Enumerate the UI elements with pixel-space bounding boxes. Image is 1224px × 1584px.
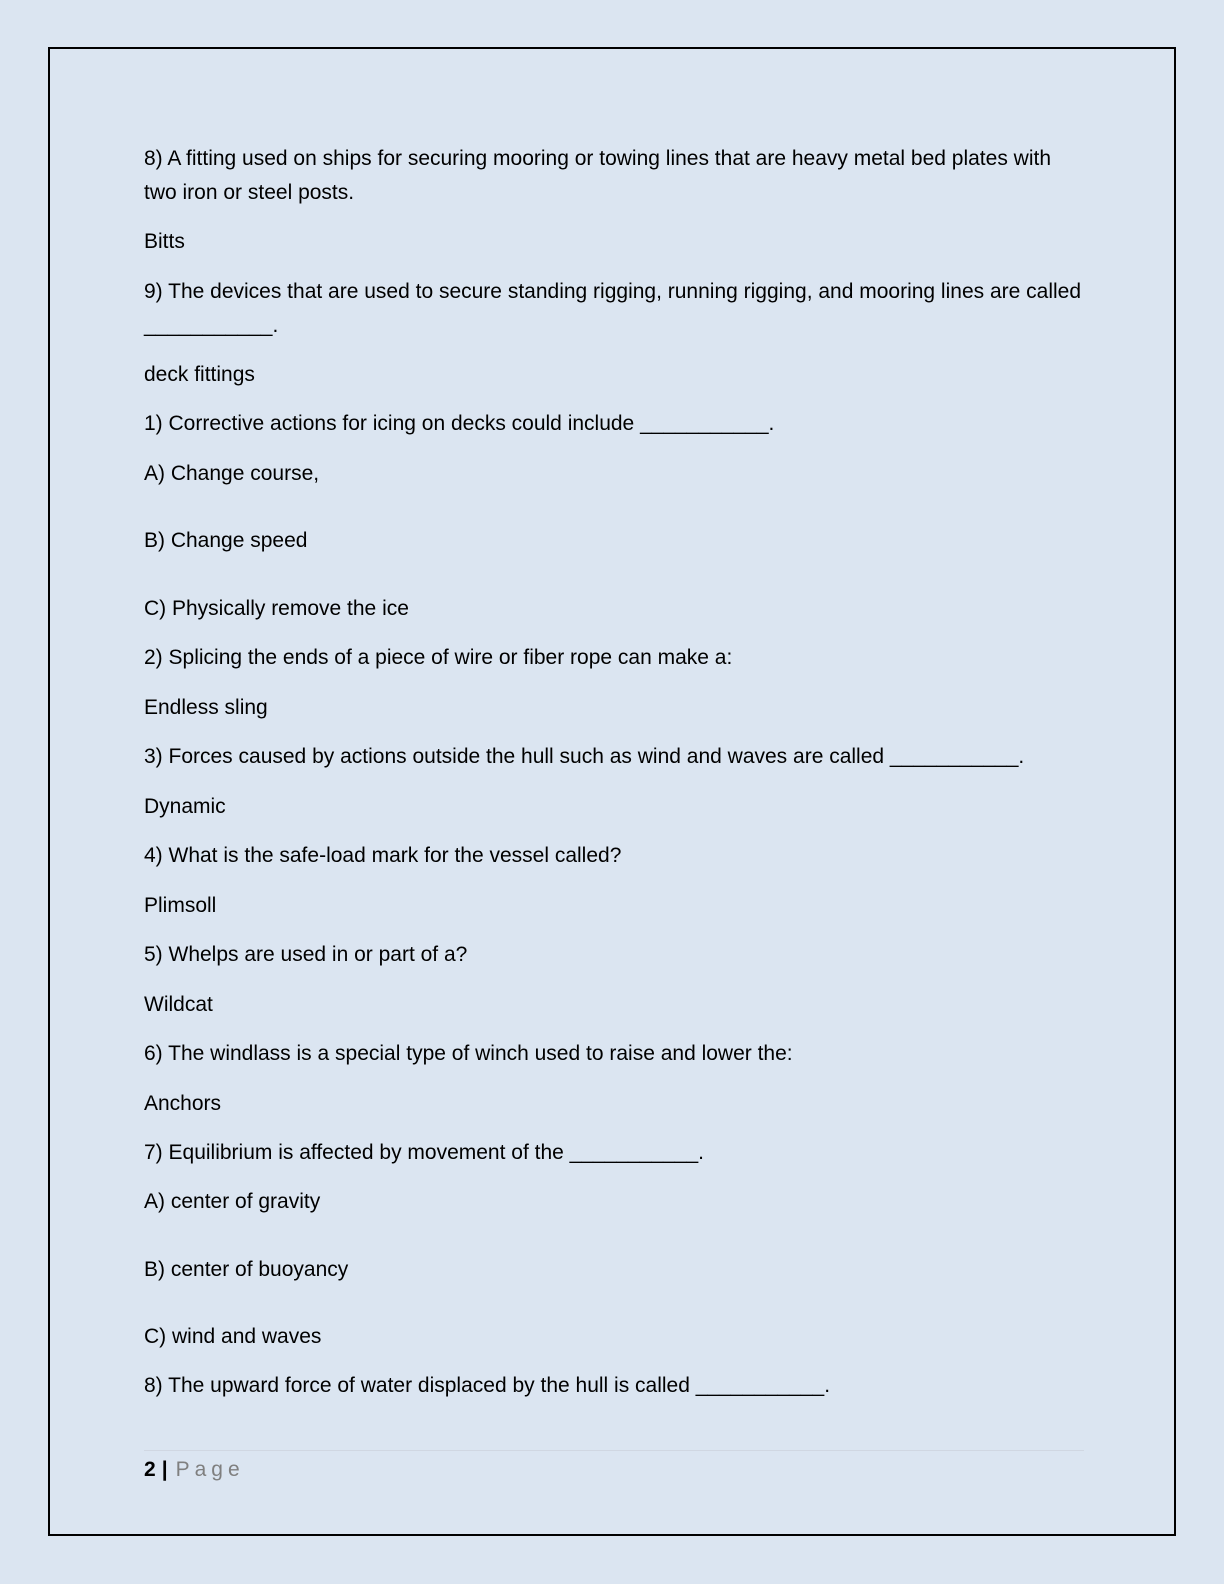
option-wind-and-waves: C) wind and waves (144, 1325, 322, 1348)
answer-deck-fittings: deck fittings (144, 363, 255, 386)
question-forces: 3) Forces caused by actions outside the hull such as wind and waves are called ___________. (144, 745, 1025, 768)
question-icing: 1) Corrective actions for icing on decks could include ___________. (144, 412, 775, 435)
footer-rule (144, 1450, 1084, 1451)
answer-bitts: Bitts (144, 230, 185, 253)
question-windlass: 6) The windlass is a special type of winch used to raise and lower the: (144, 1042, 793, 1065)
option-change-course: A) Change course, (144, 462, 320, 485)
answer-anchors: Anchors (144, 1092, 222, 1115)
page-separator: | (161, 1458, 168, 1481)
answer-plimsoll: Plimsoll (144, 894, 217, 917)
question-splicing: 2) Splicing the ends of a piece of wire or fiber rope can make a: (144, 646, 733, 669)
answer-wildcat: Wildcat (144, 993, 213, 1016)
question-whelps: 5) Whelps are used in or part of a? (144, 943, 468, 966)
option-center-of-buoyancy: B) center of buoyancy (144, 1258, 349, 1281)
answer-dynamic: Dynamic (144, 795, 226, 818)
question-deck-fittings: 9) The devices that are used to secure standing rigging, running rigging, and mooring lines are called ___________. (144, 280, 1087, 337)
page-number: 2 (144, 1458, 156, 1481)
question-equilibrium: 7) Equilibrium is affected by movement of the ___________. (144, 1141, 704, 1164)
page-footer (144, 1455, 245, 1485)
option-remove-ice: C) Physically remove the ice (144, 597, 409, 620)
page-label: Page (175, 1458, 245, 1481)
answer-endless-sling: Endless sling (144, 696, 268, 719)
question-bitts: 8) A fitting used on ships for securing mooring or towing lines that are heavy metal bed plates with two iron or steel posts. (144, 147, 1057, 204)
option-change-speed: B) Change speed (144, 529, 308, 552)
option-center-of-gravity: A) center of gravity (144, 1190, 321, 1213)
question-upward-force: 8) The upward force of water displaced by the hull is called ___________. (144, 1374, 831, 1397)
question-safe-load-mark: 4) What is the safe-load mark for the vessel called? (144, 844, 622, 867)
